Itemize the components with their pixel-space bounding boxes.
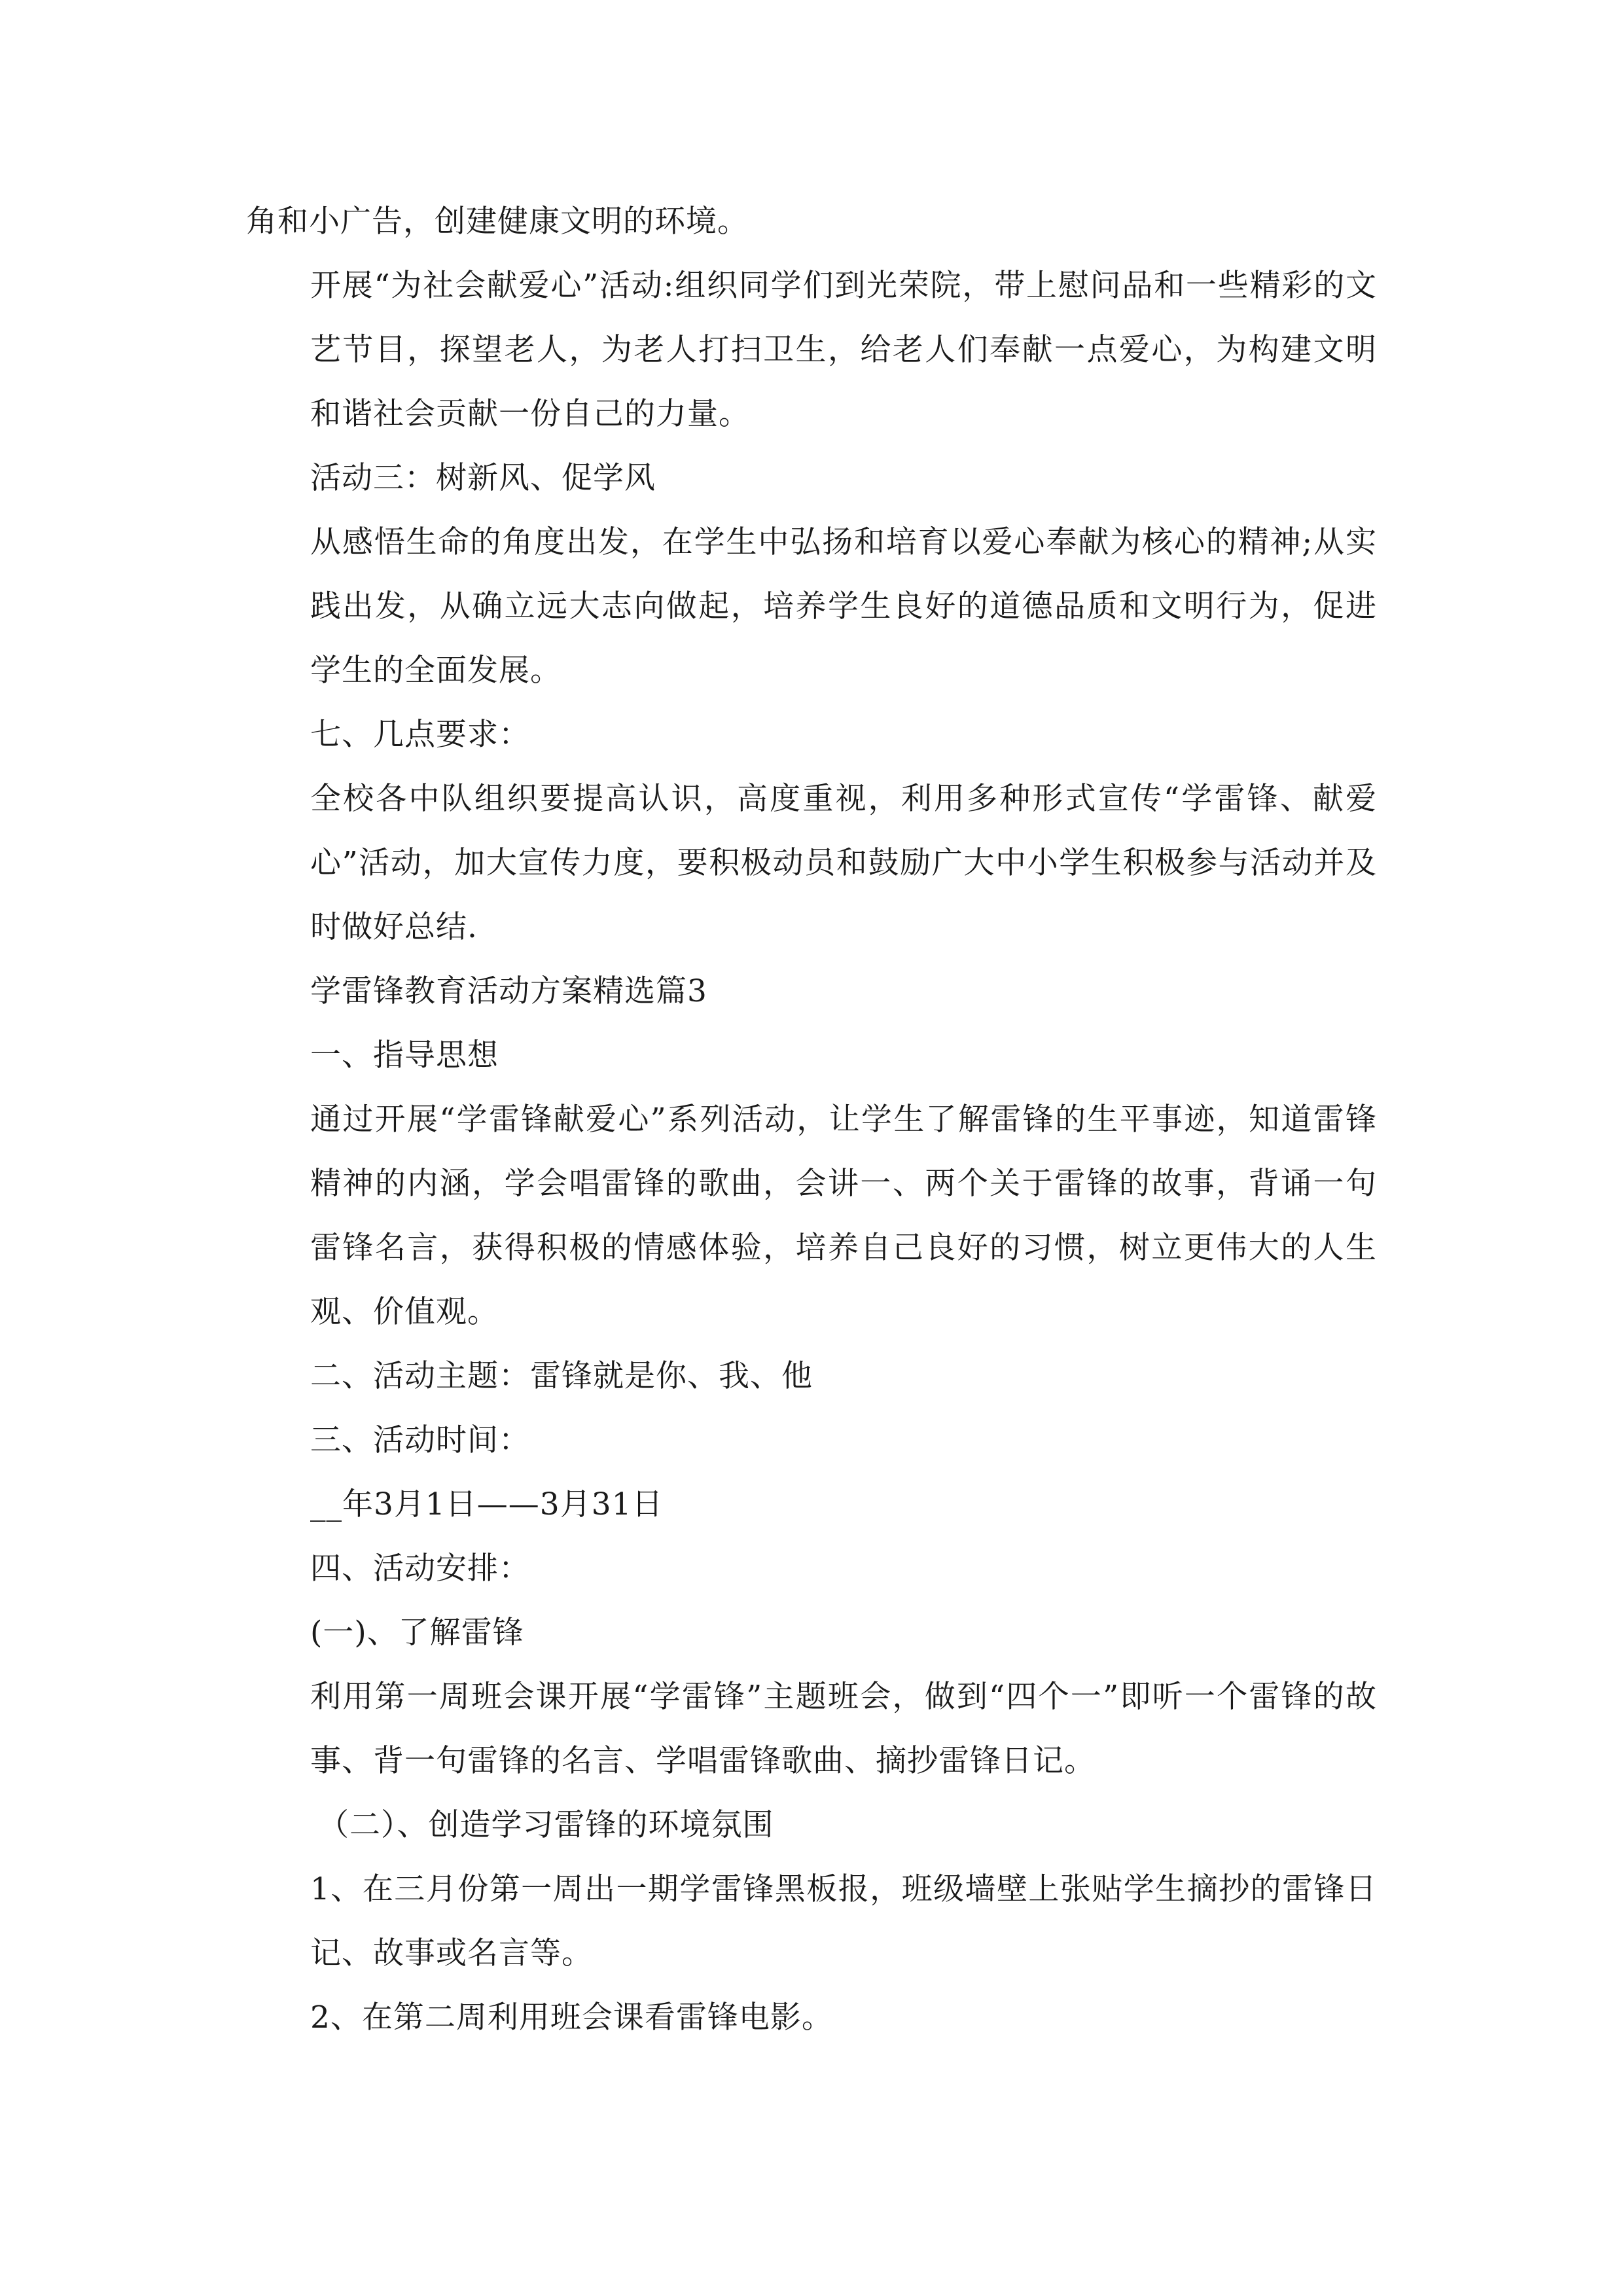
heading-requirements: 七、几点要求： [310, 717, 530, 753]
paragraph-activity-three-body: 从感悟生命的角度出发，在学生中弘扬和培育以爱心奉献为核心的精神;从实践出发，从确立远大志向做起，培养学生良好的道德品质和文明行为，促进学生的全面发展。 [310, 524, 1377, 689]
list-item-movie: 2、在第二周利用班会课看雷锋电影。 [310, 2000, 833, 2036]
paragraph-guiding-thought-body: 通过开展“学雷锋献爱心”系列活动，让学生了解雷锋的生平事迹，知道雷锋精神的内涵，学会唱雷锋的歌曲，会讲一、两个关于雷锋的故事，背诵一句雷锋名言，获得积极的情感体验，培养自己良好的习惯，树立更伟大的人生观、价值观。 [310, 1102, 1377, 1330]
heading-activity-time: 三、活动时间： [310, 1422, 530, 1458]
paragraph-class-meeting: 利用第一周班会课开展“学雷锋”主题班会，做到“四个一”即听一个雷锋的故事、背一句雷锋的名言、学唱雷锋歌曲、摘抄雷锋日记。 [310, 1679, 1377, 1779]
paragraph-requirements-body: 全校各中队组织要提高认识，高度重视，利用多种形式宣传“学雷锋、献爱心”活动，加大宣传力度，要积极动员和鼓励广大中小学生积极参与活动并及时做好总结. [310, 781, 1377, 945]
section-title-plan-3: 学雷锋教育活动方案精选篇3 [310, 973, 707, 1009]
heading-activity-theme: 二、活动主题：雷锋就是你、我、他 [310, 1358, 813, 1394]
list-item-blackboard: 1、在三月份第一周出一期学雷锋黑板报，班级墙壁上张贴学生摘抄的雷锋日记、故事或名言等。 [310, 1871, 1377, 1971]
subheading-environment: （二）、创造学习雷锋的环境氛围 [318, 1807, 774, 1843]
paragraph-love-activity: 开展“为社会献爱心”活动:组织同学们到光荣院，带上慰问品和一些精彩的文艺节目，探望老人，为老人打扫卫生，给老人们奉献一点爱心，为构建文明和谐社会贡献一份自己的力量。 [310, 268, 1377, 432]
heading-guiding-thought: 一、指导思想 [310, 1037, 499, 1073]
subheading-know-leifeng: (一)、了解雷锋 [310, 1615, 524, 1651]
document-body [246, 190, 1377, 2050]
paragraph-continuation: 角和小广告，创建健康文明的环境。 [246, 204, 749, 240]
activity-date-range: __年3月1日——3月31日 [310, 1486, 664, 1522]
heading-activity-three: 活动三：树新风、促学风 [310, 460, 656, 496]
heading-activity-arrangement: 四、活动安排： [310, 1551, 530, 1587]
